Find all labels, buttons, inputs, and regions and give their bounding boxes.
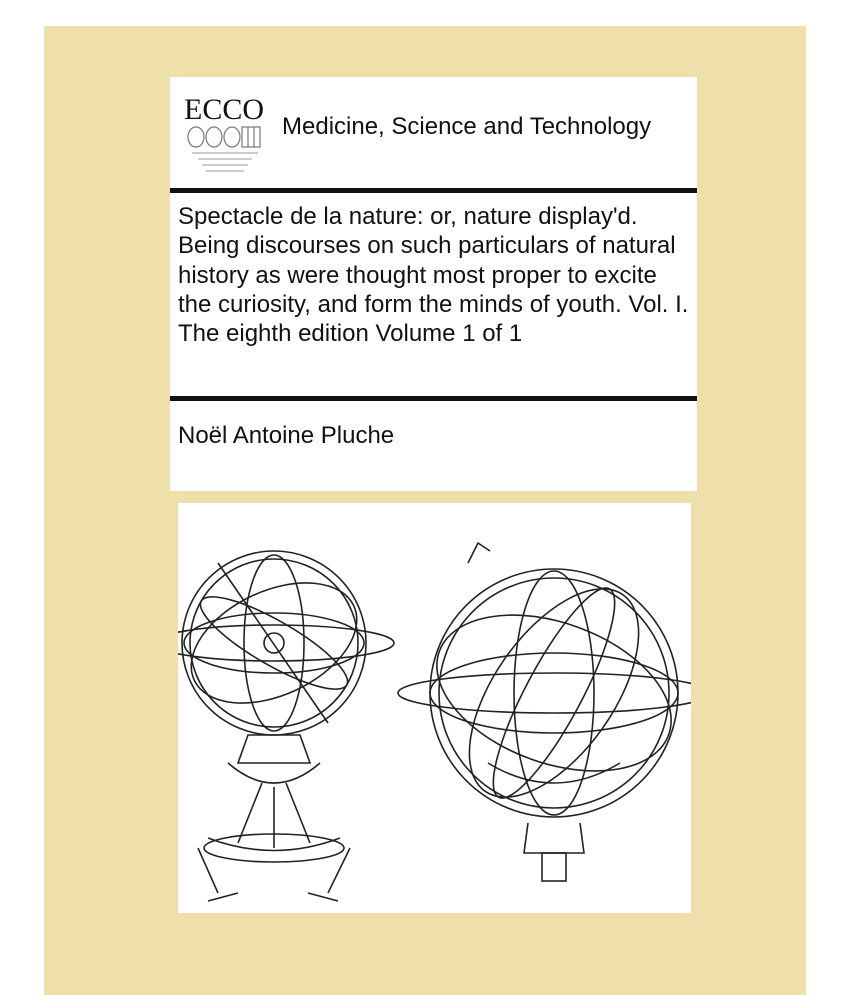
title-panel [170, 193, 697, 396]
ecco-logo [182, 89, 268, 179]
author-panel [170, 401, 697, 491]
series-header [170, 77, 697, 190]
author-name: Noël Antoine Pluche [178, 422, 395, 449]
illustration-panel [178, 503, 691, 913]
book-cover [44, 26, 806, 995]
ecco-logo-text: ECCO [184, 93, 265, 126]
armillary-spheres-illustration [178, 503, 691, 913]
series-title: Medicine, Science and Technology [282, 113, 652, 140]
left-armillary-sphere [178, 551, 394, 901]
book-title: Spectacle de la nature: or, nature display'd. Being discourses on such particulars of natural history as were thought most proper to excite the curiosity, and form the minds of youth. Vol. I. The eighth edition Volume 1 of 1 [178, 203, 689, 348]
right-armillary-sphere [398, 543, 691, 881]
